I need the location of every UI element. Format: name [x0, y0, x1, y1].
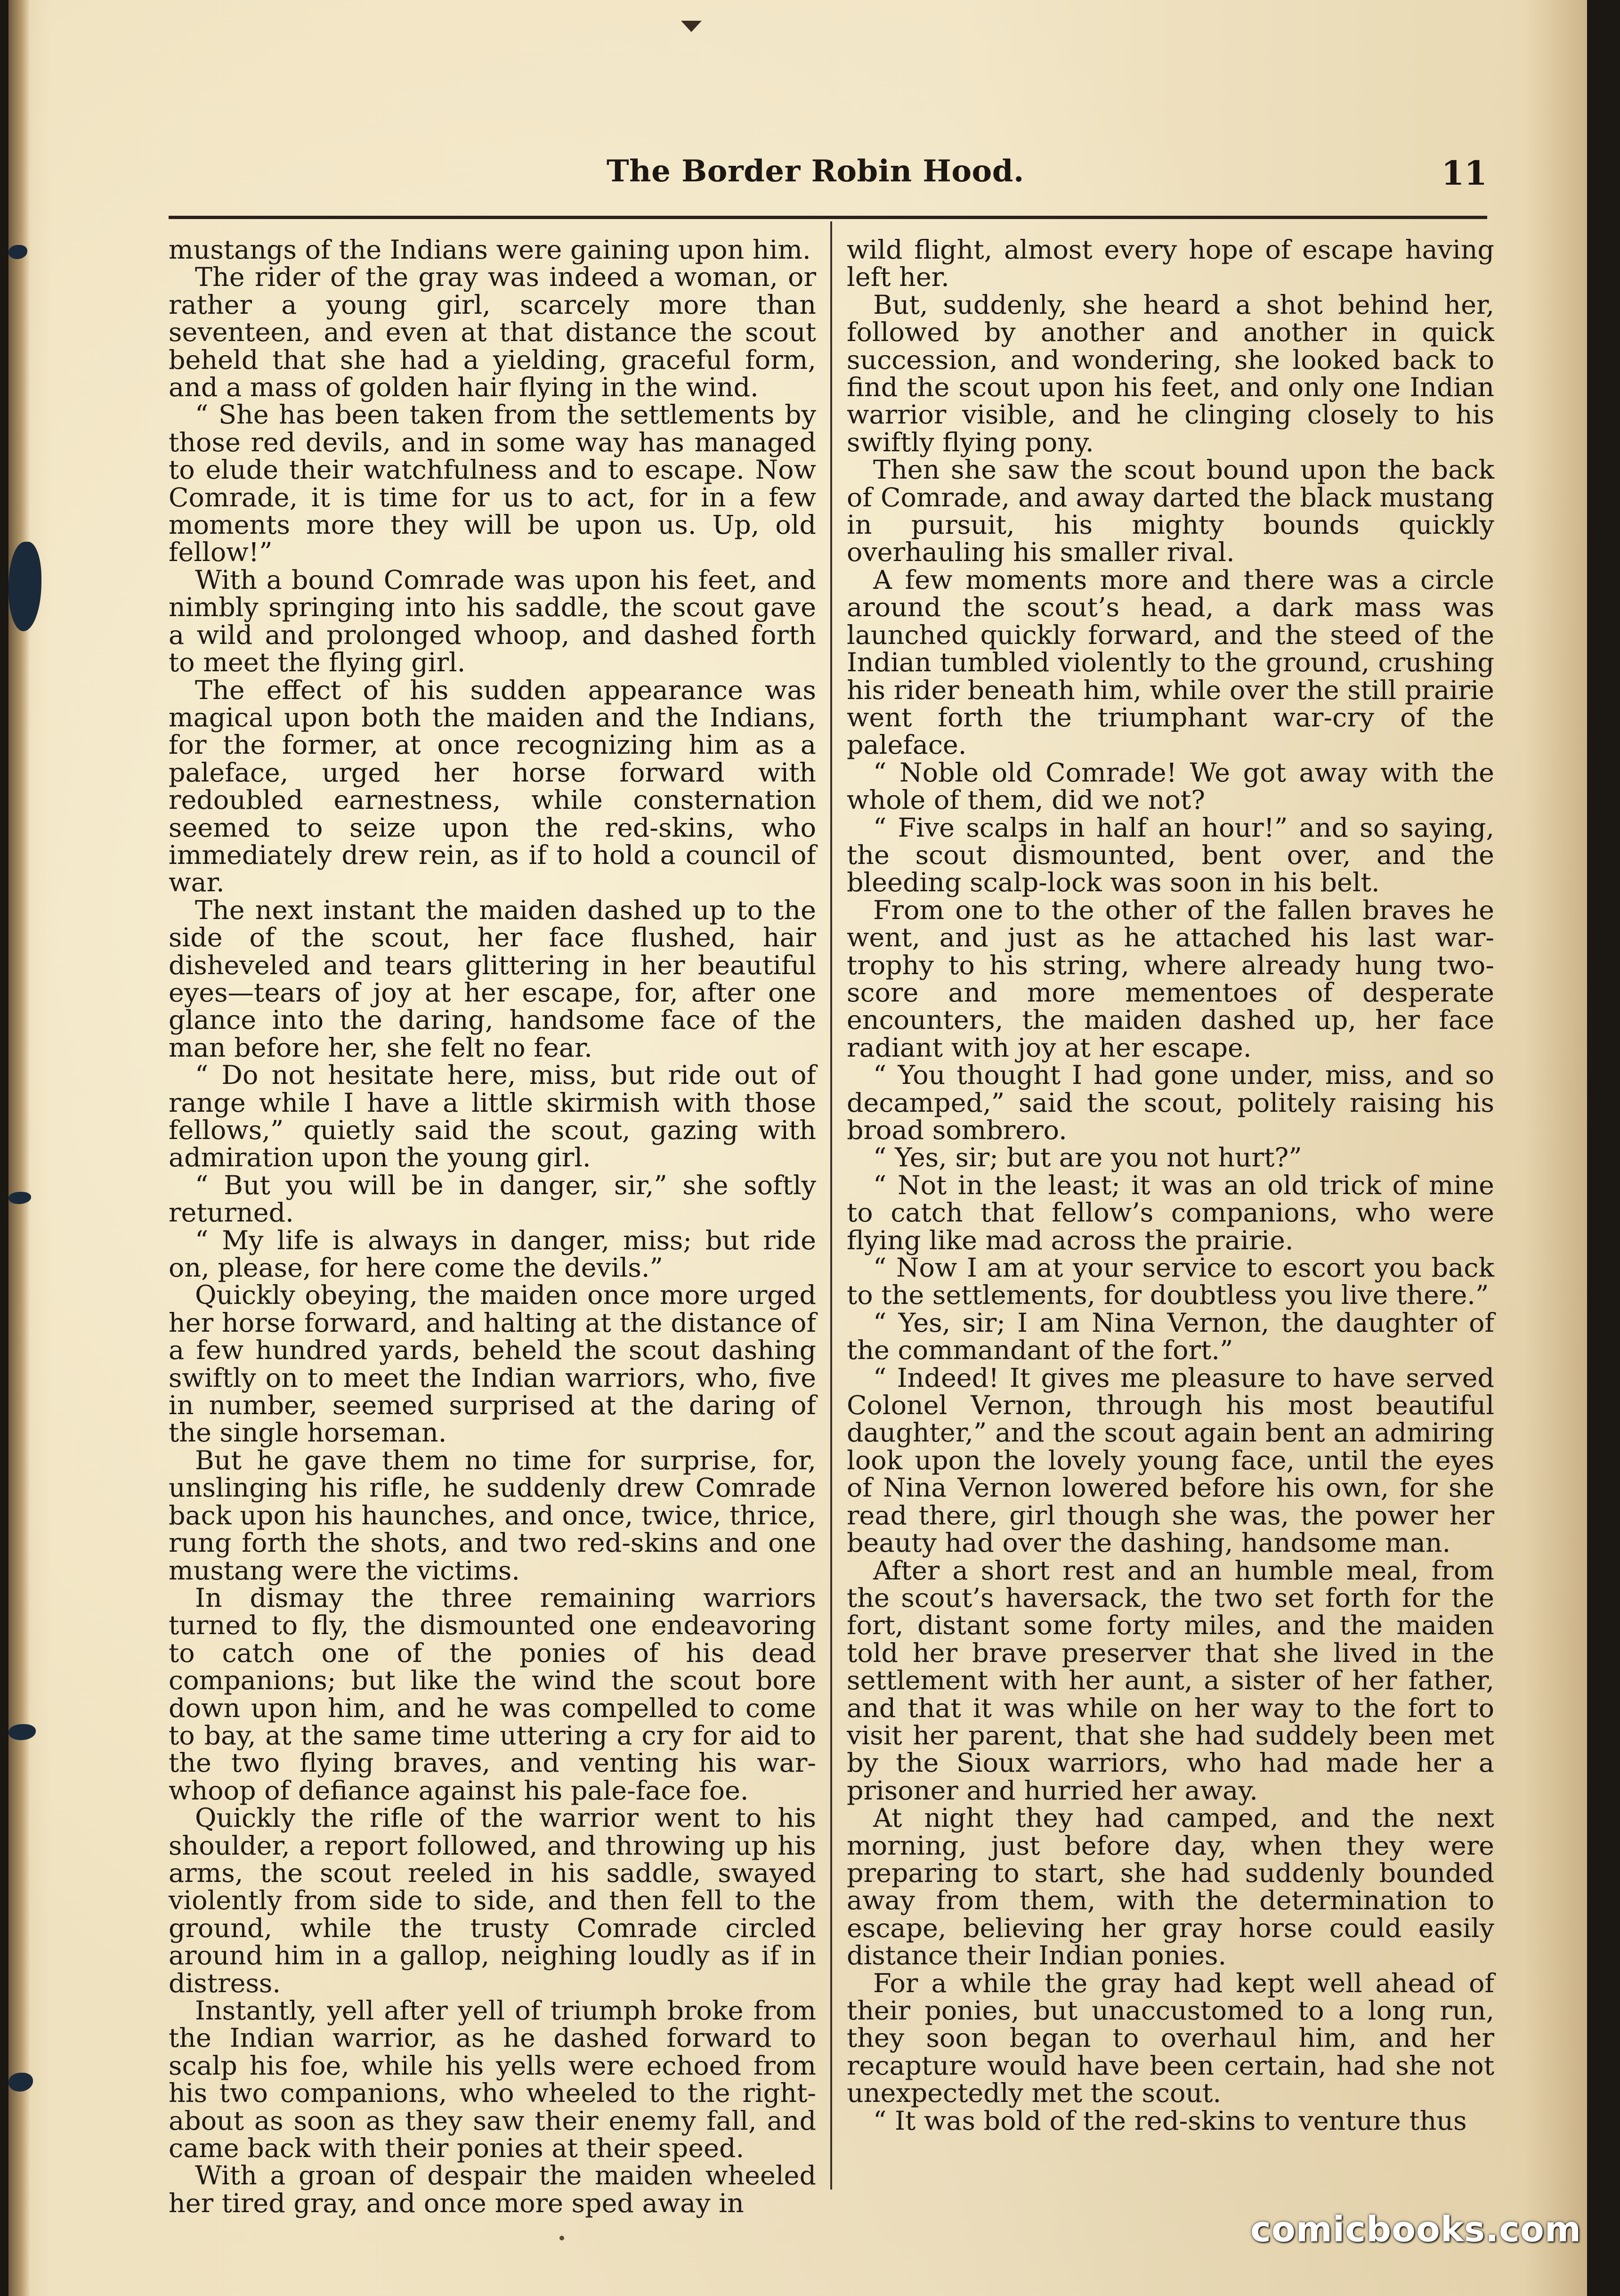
- site-watermark: comicbooks.com: [1250, 2209, 1581, 2250]
- page-header: [169, 154, 1487, 205]
- paragraph: After a short rest and an humble meal, from the scout’s haversack, the two set forth for the fort, distant some forty miles, and the maiden told her brave preserver that she lived in the settlement with her aunt, a sister of her father, and that it was while on her way to the fort to visit her parent, that she had suddely been met by the Sioux warriors, who had made her a prisoner and hurried her away.: [847, 1555, 1494, 1806]
- binding-hole-stain: [8, 542, 41, 631]
- column-divider: [830, 221, 832, 2190]
- paragraph: mustangs of the Indians were gaining upon him.: [169, 235, 811, 265]
- paragraph: From one to the other of the fallen braves he went, and just as he attached his last war-trophy to his string, where already hung two-score and more mementoes of desperate encounters, the maiden dashed up, her face radiant with joy at her escape.: [847, 895, 1494, 1063]
- paragraph: The rider of the gray was indeed a woman, or rather a young girl, scarcely more than seventeen, and even at that distance the scout beheld that she had a yielding, graceful form, and a mass of golden hair flying in the wind.: [169, 262, 816, 403]
- paragraph: “ You thought I had gone under, miss, and so decamped,” said the scout, politely raising his broad sombrero.: [847, 1060, 1494, 1146]
- paragraph: “ Noble old Comrade! We got away with the whole of them, did we not?: [847, 757, 1494, 816]
- paragraph: “ Do not hesitate here, miss, but ride out of range while I have a little skirmish with those fellows,” quietly said the scout, gazing with admiration upon the young girl.: [169, 1060, 816, 1173]
- header-rule: [169, 216, 1487, 219]
- binding-gutter: [8, 0, 30, 2296]
- paragraph: “ Indeed! It gives me pleasure to have served Colonel Vernon, through his most beautiful daughter,” and the scout again bent an admiring look upon the lovely young face, until the eyes of Nina Vernon lowered before his own, for she read there, girl though she was, the power her beauty had over the dashing, handsome man.: [847, 1362, 1494, 1559]
- paragraph: With a groan of despair the maiden wheeled her tired gray, and once more sped away in: [169, 2160, 816, 2219]
- paragraph: “ But you will be in danger, sir,” she softly returned.: [169, 1170, 816, 1229]
- sewing-mark: [681, 21, 702, 32]
- paragraph: “ Yes, sir; but are you not hurt?”: [873, 1142, 1302, 1173]
- paragraph: wild flight, almost every hope of escape having left her.: [847, 235, 1494, 293]
- paragraph: “ It was bold of the red-skins to venture thus: [873, 2105, 1467, 2136]
- paragraph: At night they had camped, and the next morning, just before day, when they were preparing to start, she had suddenly bounded away from them, with the determination to escape, believing her gray horse could easily distance their Indian ponies.: [847, 1803, 1494, 1971]
- page-number: 11: [1441, 154, 1487, 193]
- paragraph: For a while the gray had kept well ahead of their ponies, but unaccustomed to a long run, they soon began to overhaul him, and her recapture would have been certain, had she not unexpectedly met the scout.: [847, 1968, 1494, 2109]
- paragraph: But he gave them no time for surprise, for, unslinging his rifle, he suddenly drew Comrade back upon his haunches, and once, twice, thrice, rung forth the shots, and two red-skins and one mustang were the victims.: [169, 1445, 816, 1586]
- paragraph: “ She has been taken from the settlements by those red devils, and in some way has managed to elude their watchfulness and to escape. Now Comrade, it is time for us to act, for in a few moments more they will be upon us. Up, old fellow!”: [169, 399, 816, 568]
- paragraph: Quickly obeying, the maiden once more urged her horse forward, and halting at the distance of a few hundred yards, beheld the scout dashing swiftly on to meet the Indian warriors, who, five in number, seemed surprised at the daring of the single horseman.: [169, 1280, 816, 1449]
- right-column: [847, 236, 1494, 2196]
- paragraph: “ Now I am at your service to escort you back to the settlements, for doubtless you live there.”: [847, 1253, 1494, 1311]
- paragraph: With a bound Comrade was upon his feet, and nimbly springing into his saddle, the scout gave a wild and prolonged whoop, and dashed forth to meet the flying girl.: [169, 564, 816, 678]
- paragraph: Quickly the rifle of the warrior went to his shoulder, a report followed, and throwing up his arms, the scout reeled in his saddle, swayed violently from side to side, and then fell to the ground, while the trusty Comrade circled around him in a gallop, neighing loudly as if in distress.: [169, 1803, 816, 1999]
- paragraph: In dismay the three remaining warriors turned to fly, the dismounted one endeavoring to catch one of the ponies of his dead companions; but like the wind the scout bore down upon him, and he was compelled to come to bay, at the same time uttering a cry for aid to the two flying braves, and venting his war-whoop of defiance against his pale-face foe.: [169, 1582, 816, 1806]
- scanned-page: [8, 0, 1587, 2296]
- paragraph: “ My life is always in danger, miss; but ride on, please, for here come the devils.”: [169, 1225, 816, 1284]
- paragraph: “ Not in the least; it was an old trick of mine to catch that fellow’s companions, who were flying like mad across the prairie.: [847, 1170, 1494, 1256]
- paragraph: Instantly, yell after yell of triumph broke from the Indian warrior, as he dashed forward to scalp his foe, while his yells were echoed from his two companions, who wheeled to the right-about as soon as they saw their enemy fall, and came back with their ponies at their speed.: [169, 1995, 816, 2164]
- paragraph: “ Yes, sir; I am Nina Vernon, the daughter of the commandant of the fort.”: [847, 1307, 1494, 1366]
- print-speck: [559, 2236, 564, 2240]
- paragraph: The next instant the maiden dashed up to the side of the scout, her face flushed, hair disheveled and tears glittering in her beautiful eyes—tears of joy at her escape, for, after one glance into the daring, handsome face of the man before her, she felt no fear.: [169, 895, 816, 1063]
- binding-hole-stain: [8, 1724, 36, 1740]
- paragraph: “ Five scalps in half an hour!” and so saying, the scout dismounted, bent over, and the bleeding scalp-lock was soon in his belt.: [847, 812, 1494, 898]
- paragraph: The effect of his sudden appearance was magical upon both the maiden and the Indians, for the former, at once recognizing him as a paleface, urged her horse forward with redoubled earnestness, while consternation seemed to seize upon the red-skins, who immediately drew rein, as if to hold a council of war.: [169, 675, 816, 898]
- left-column: [169, 235, 816, 2219]
- paragraph: A few moments more and there was a circle around the scout’s head, a dark mass was launched quickly forward, and the steed of the Indian tumbled violently to the ground, crushing his rider beneath him, while over the still prairie went forth the triumphant war-cry of the paleface.: [847, 564, 1494, 761]
- paragraph: But, suddenly, she heard a shot behind her, followed by another and another in quick succession, and wondering, she looked back to find the scout upon his feet, and only one Indian warrior visible, and he clinging closely to his swiftly flying pony.: [847, 289, 1494, 458]
- running-title: The Border Robin Hood.: [607, 154, 1024, 189]
- scan-background-edge: [1587, 0, 1620, 2296]
- paragraph: Then she saw the scout bound upon the back of Comrade, and away darted the black mustang in pursuit, his mighty bounds quickly overhauling his smaller rival.: [847, 455, 1494, 568]
